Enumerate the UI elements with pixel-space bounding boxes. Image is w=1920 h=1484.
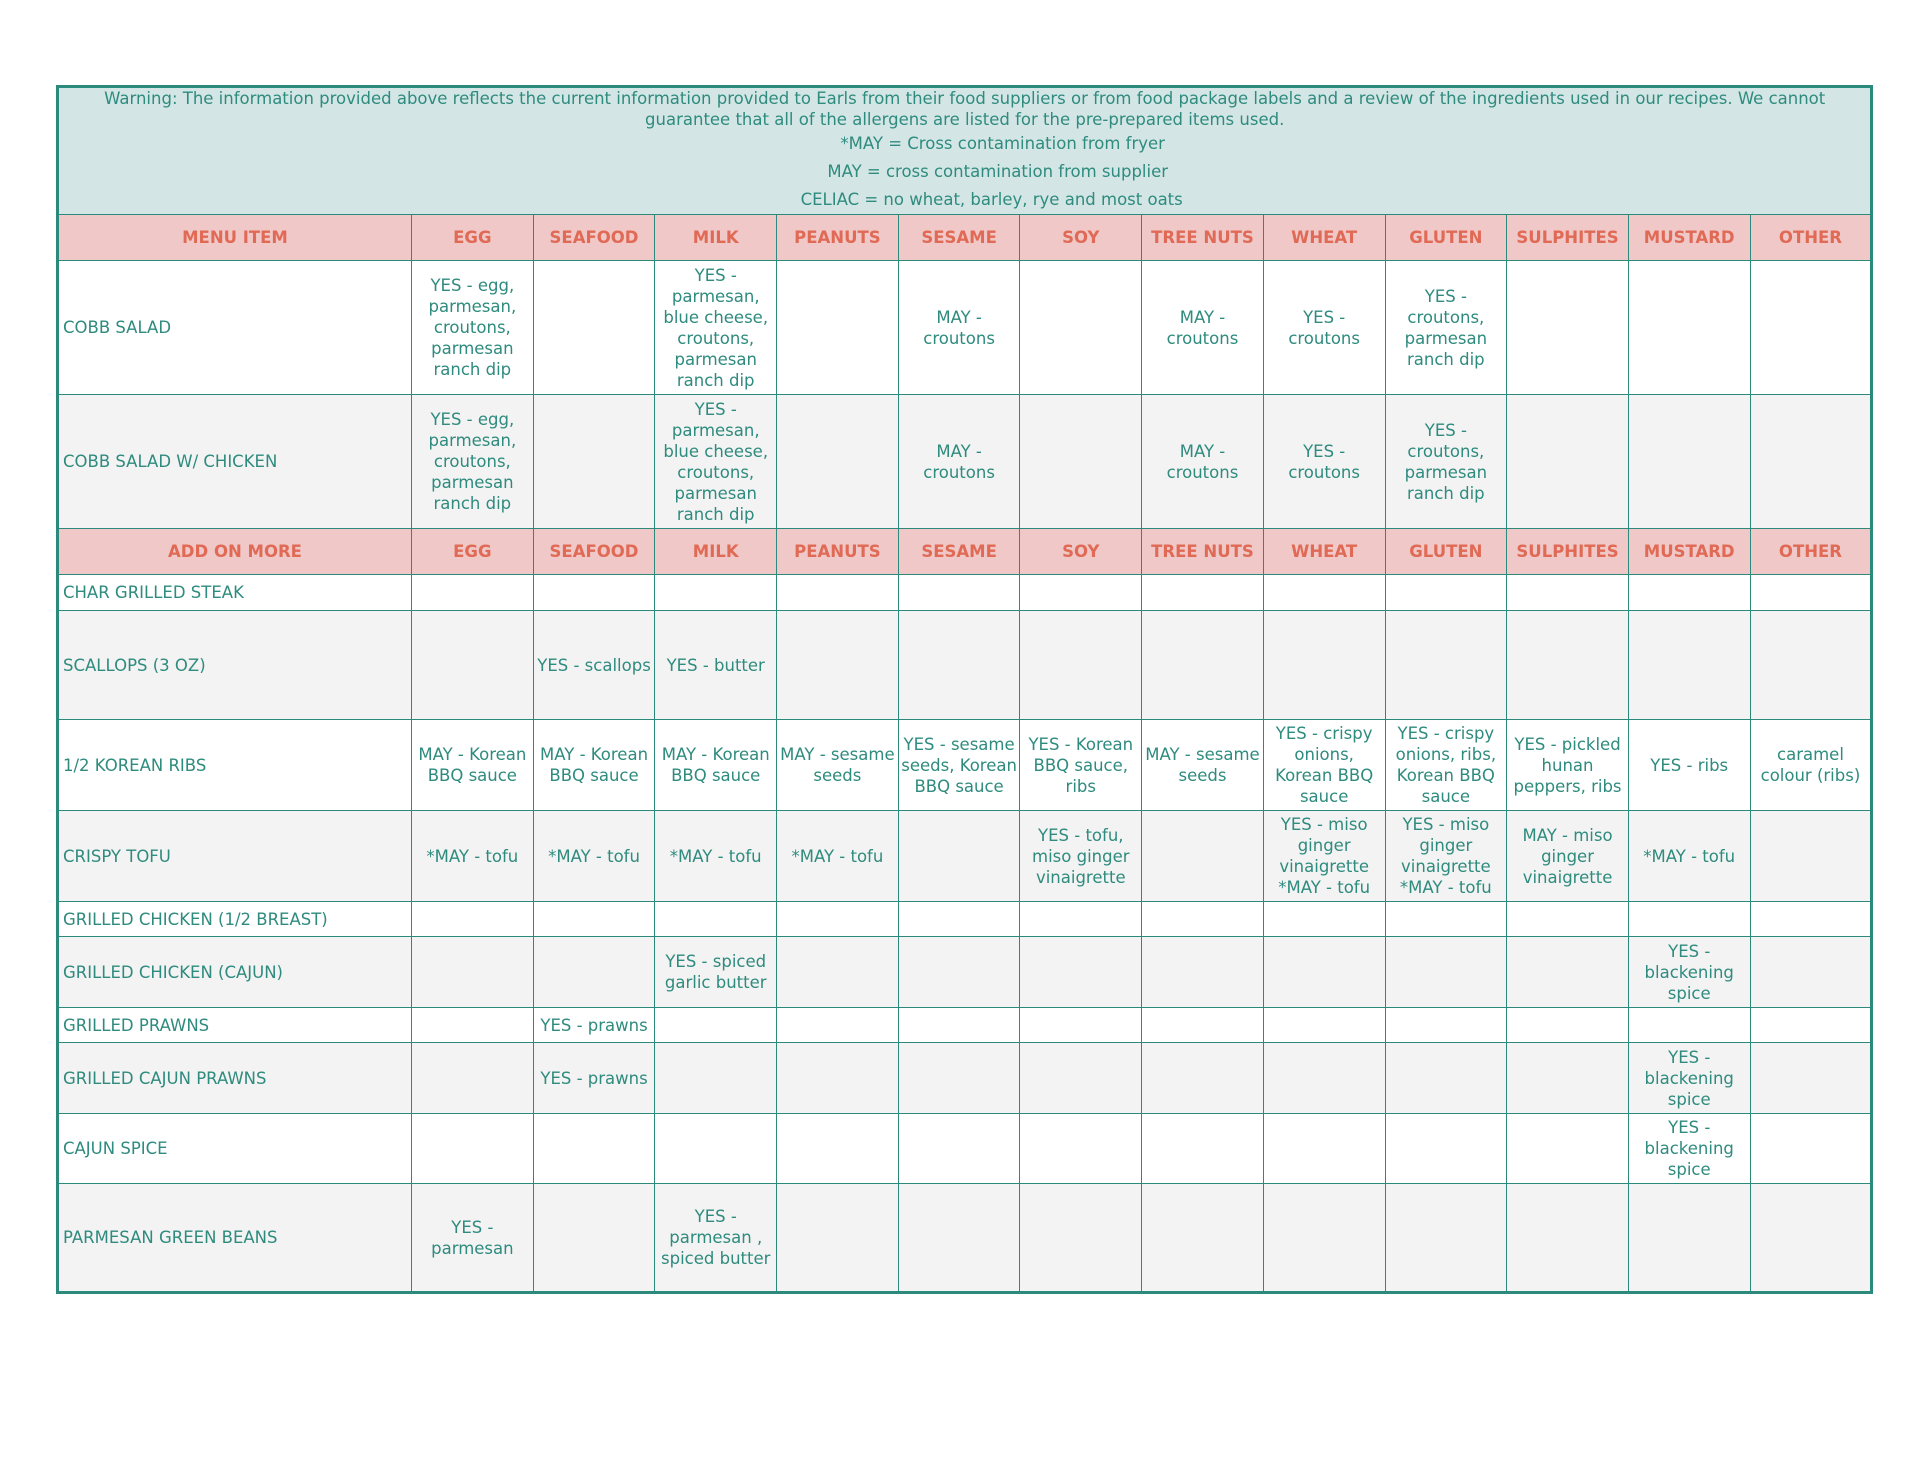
table-row (58, 575, 1872, 611)
allergen-cell (655, 1043, 777, 1114)
allergen-cell (1020, 720, 1142, 811)
allergen-cell (533, 937, 655, 1008)
allergen-cell (1263, 720, 1385, 811)
allergen-cell (533, 1184, 655, 1293)
table-row (58, 395, 1872, 529)
allergen-cell-text: *MAY - tofu (548, 846, 640, 866)
allergen-cell (1385, 611, 1507, 720)
allergen-cell (898, 611, 1020, 720)
allergen-cell (655, 902, 777, 937)
allergen-cell (1142, 261, 1264, 395)
allergen-cell (1507, 611, 1629, 720)
allergen-cell-text: *MAY - tofu (791, 846, 884, 866)
allergen-cell (1142, 1184, 1264, 1293)
menu-item-name: COBB SALAD W/ CHICKEN (58, 395, 412, 529)
allergen-cell (1750, 261, 1872, 395)
allergen-cell (777, 902, 899, 937)
allergen-cell (1385, 1043, 1507, 1114)
menu-item-name: GRILLED CHICKEN (CAJUN) (58, 937, 412, 1008)
allergen-cell (412, 1008, 534, 1043)
allergen-cell (1750, 811, 1872, 902)
allergen-cell (412, 611, 534, 720)
allergen-cell (1507, 937, 1629, 1008)
allergen-cell-text: *MAY - tofu (426, 846, 519, 866)
allergen-cell (1628, 937, 1750, 1008)
table-row (58, 902, 1872, 937)
column-header: MUSTARD (1628, 529, 1750, 575)
allergen-cell (655, 811, 777, 902)
allergen-cell (655, 395, 777, 529)
allergen-cell (1263, 575, 1385, 611)
allergen-cell (1750, 1008, 1872, 1043)
allergen-cell-text: YES - crispy onions, ribs, Korean BBQ sauce (1395, 724, 1497, 806)
allergen-cell (898, 261, 1020, 395)
allergen-cell (1020, 1043, 1142, 1114)
column-header: GLUTEN (1385, 529, 1507, 575)
allergen-cell (1628, 395, 1750, 529)
allergen-cell (1628, 902, 1750, 937)
allergen-cell (412, 1043, 534, 1114)
allergen-cell (655, 1114, 777, 1184)
allergen-cell-text: YES - croutons (1288, 441, 1360, 482)
allergen-cell (533, 575, 655, 611)
column-header: PEANUTS (777, 215, 899, 261)
allergen-cell-text: MAY - Korean BBQ sauce (540, 745, 649, 785)
allergen-cell (1142, 720, 1264, 811)
column-header: SESAME (898, 529, 1020, 575)
allergen-cell (1750, 1114, 1872, 1184)
allergen-cell (777, 261, 899, 395)
column-header: PEANUTS (777, 529, 899, 575)
column-header: TREE NUTS (1142, 529, 1264, 575)
allergen-table (56, 85, 1873, 1294)
allergen-cell (1750, 395, 1872, 529)
allergen-cell-text: YES - croutons, parmesan ranch dip (1404, 286, 1488, 369)
allergen-cell (1507, 720, 1629, 811)
column-header: SULPHITES (1507, 529, 1629, 575)
allergen-cell (898, 395, 1020, 529)
allergen-cell (1750, 902, 1872, 937)
allergen-cell (1385, 1184, 1507, 1293)
allergen-cell (1385, 1008, 1507, 1043)
allergen-cell (1507, 261, 1629, 395)
allergen-cell-text: YES - ribs (1650, 755, 1729, 775)
allergen-cell (1020, 937, 1142, 1008)
allergen-cell (533, 611, 655, 720)
column-header: WHEAT (1263, 215, 1385, 261)
allergen-cell (412, 395, 534, 529)
allergen-cell-text: caramel colour (ribs) (1760, 745, 1861, 785)
allergen-cell (898, 1184, 1020, 1293)
allergen-cell (1020, 395, 1142, 529)
allergen-cell (1628, 1043, 1750, 1114)
column-header: SESAME (898, 215, 1020, 261)
allergen-cell (1750, 1184, 1872, 1293)
allergen-cell (1628, 1184, 1750, 1293)
allergen-cell (898, 575, 1020, 611)
allergen-cell-text: MAY - croutons (1166, 307, 1239, 348)
allergen-cell (1142, 1114, 1264, 1184)
allergen-cell (1628, 575, 1750, 611)
allergen-cell (1750, 1043, 1872, 1114)
legend-fryer: *MAY = Cross contamination from fryer (840, 134, 1165, 153)
allergen-cell (1263, 1114, 1385, 1184)
legend (61, 130, 1868, 214)
allergen-cell-text: YES - blackening spice (1644, 941, 1734, 1003)
allergen-cell (898, 811, 1020, 902)
allergen-cell (1263, 395, 1385, 529)
section-header-label: MENU ITEM (58, 215, 412, 261)
allergen-cell (412, 811, 534, 902)
allergen-cell (1020, 811, 1142, 902)
allergen-cell (1750, 575, 1872, 611)
allergen-cell-text: YES - parmesan, blue cheese, croutons, parmesan ranch dip (663, 399, 769, 524)
allergen-cell (1263, 1043, 1385, 1114)
allergen-cell (1628, 720, 1750, 811)
allergen-cell (1628, 1114, 1750, 1184)
allergen-cell (1507, 1008, 1629, 1043)
allergen-cell-text: MAY - Korean BBQ sauce (661, 745, 770, 785)
table-row (58, 811, 1872, 902)
allergen-cell (1750, 937, 1872, 1008)
allergen-cell (1020, 575, 1142, 611)
allergen-cell (412, 1184, 534, 1293)
allergen-cell (655, 575, 777, 611)
column-header: OTHER (1750, 529, 1872, 575)
allergen-cell (412, 261, 534, 395)
allergen-cell (1385, 1114, 1507, 1184)
allergen-cell-text: YES - pickled hunan peppers, ribs (1513, 734, 1622, 796)
allergen-cell (655, 1184, 777, 1293)
legend-celiac: CELIAC = no wheat, barley, rye and most oats (800, 190, 1183, 209)
allergen-cell (777, 1114, 899, 1184)
allergen-cell (533, 902, 655, 937)
allergen-cell-text: YES - blackening spice (1644, 1047, 1734, 1109)
allergen-cell (898, 937, 1020, 1008)
allergen-cell (533, 811, 655, 902)
allergen-cell-text: MAY - sesame seeds (780, 745, 895, 785)
table-row (58, 720, 1872, 811)
menu-item-name: GRILLED CHICKEN (1/2 BREAST) (58, 902, 412, 937)
allergen-cell (1628, 261, 1750, 395)
allergen-cell (898, 902, 1020, 937)
allergen-cell-text: YES - croutons, parmesan ranch dip (1404, 420, 1488, 503)
allergen-cell (1142, 902, 1264, 937)
allergen-cell (1385, 395, 1507, 529)
allergen-cell (1385, 937, 1507, 1008)
column-header: MUSTARD (1628, 215, 1750, 261)
allergen-cell (1263, 811, 1385, 902)
allergen-cell (533, 1114, 655, 1184)
allergen-cell (1628, 811, 1750, 902)
warning-cell (58, 87, 1872, 215)
column-header: WHEAT (1263, 529, 1385, 575)
allergen-cell (1750, 611, 1872, 720)
allergen-cell (1142, 1008, 1264, 1043)
allergen-cell (898, 1008, 1020, 1043)
allergen-cell-text: YES - tofu, miso ginger vinaigrette (1032, 825, 1130, 887)
allergen-cell (1507, 1184, 1629, 1293)
allergen-cell (1142, 1043, 1264, 1114)
table-row (58, 937, 1872, 1008)
allergen-cell-text: YES - miso ginger vinaigrette *MAY - tofu (1399, 815, 1492, 897)
menu-item-name: GRILLED PRAWNS (58, 1008, 412, 1043)
allergen-cell (412, 902, 534, 937)
allergen-cell (1142, 811, 1264, 902)
allergen-cell (1628, 1008, 1750, 1043)
table-row (58, 1184, 1872, 1293)
allergen-cell (898, 720, 1020, 811)
allergen-cell (1020, 611, 1142, 720)
allergen-cell (898, 1114, 1020, 1184)
allergen-cell (412, 937, 534, 1008)
allergen-cell-text: MAY - miso ginger vinaigrette (1522, 825, 1613, 887)
allergen-cell-text: YES - crispy onions, Korean BBQ sauce (1275, 724, 1374, 806)
menu-item-name: 1/2 KOREAN RIBS (58, 720, 412, 811)
allergen-cell (1628, 611, 1750, 720)
allergen-cell (1263, 611, 1385, 720)
allergen-cell (777, 1043, 899, 1114)
allergen-cell (777, 395, 899, 529)
allergen-cell (1507, 575, 1629, 611)
allergen-cell (1507, 395, 1629, 529)
allergen-cell-text: YES - blackening spice (1644, 1118, 1734, 1179)
allergen-cell (655, 611, 777, 720)
column-header: GLUTEN (1385, 215, 1507, 261)
allergen-cell (533, 720, 655, 811)
allergen-cell (777, 611, 899, 720)
allergen-cell-text: YES - butter (666, 655, 765, 675)
allergen-cell-text: YES - parmesan , spiced butter (661, 1207, 771, 1268)
allergen-cell (777, 811, 899, 902)
allergen-cell-text: YES - croutons (1288, 307, 1360, 348)
allergen-cell (1385, 575, 1507, 611)
allergen-cell-text: YES - prawns (540, 1068, 648, 1088)
allergen-cell-text: MAY - croutons (923, 441, 995, 482)
allergen-cell (1263, 1008, 1385, 1043)
allergen-cell-text: MAY - Korean BBQ sauce (418, 745, 527, 785)
warning-text: Warning: The information provided above reflects the current information provided to Earls from their food suppliers or from food package labels and a review of the ingredients used in our recipes. We cannot guarantee that all of the allergens are listed for the pre-prepared items used. (104, 89, 1826, 129)
allergen-cell-text: YES - sesame seeds, Korean BBQ sauce (901, 734, 1017, 796)
allergen-cell-text: MAY - croutons (1166, 441, 1239, 482)
allergen-cell-text: YES - miso ginger vinaigrette *MAY - tofu (1278, 815, 1371, 897)
menu-item-name: CAJUN SPICE (58, 1114, 412, 1184)
column-header: SOY (1020, 529, 1142, 575)
allergen-cell (1385, 720, 1507, 811)
allergen-cell (1142, 611, 1264, 720)
allergen-cell-text: *MAY - tofu (1643, 846, 1736, 866)
allergen-cell (898, 1043, 1020, 1114)
allergen-cell-text: YES - parmesan (431, 1217, 514, 1258)
allergen-cell (655, 261, 777, 395)
allergen-cell-text: YES - scallops (537, 655, 651, 675)
table-row (58, 1043, 1872, 1114)
legend-supplier: MAY = cross contamination from supplier (827, 162, 1169, 181)
column-header: MILK (655, 215, 777, 261)
column-header: EGG (412, 529, 534, 575)
section-header-row (58, 215, 1872, 261)
menu-item-name: PARMESAN GREEN BEANS (58, 1184, 412, 1293)
column-header: SULPHITES (1507, 215, 1629, 261)
allergen-cell-text: YES - egg, parmesan, croutons, parmesan ranch dip (428, 410, 517, 513)
allergen-cell (1507, 1114, 1629, 1184)
allergen-cell (1507, 1043, 1629, 1114)
section-header-label: ADD ON MORE (58, 529, 412, 575)
menu-item-name: COBB SALAD (58, 261, 412, 395)
column-header: SEAFOOD (533, 529, 655, 575)
allergen-cell (1020, 1184, 1142, 1293)
menu-item-name: GRILLED CAJUN PRAWNS (58, 1043, 412, 1114)
allergen-cell (777, 1008, 899, 1043)
allergen-cell (1142, 575, 1264, 611)
table-row (58, 1114, 1872, 1184)
column-header: SOY (1020, 215, 1142, 261)
allergen-cell (412, 575, 534, 611)
allergen-cell (777, 1184, 899, 1293)
allergen-cell (655, 1008, 777, 1043)
column-header: OTHER (1750, 215, 1872, 261)
menu-item-name: CHAR GRILLED STEAK (58, 575, 412, 611)
allergen-cell-text: YES - spiced garlic butter (664, 952, 767, 992)
allergen-cell (1507, 902, 1629, 937)
column-header: SEAFOOD (533, 215, 655, 261)
column-header: MILK (655, 529, 777, 575)
allergen-cell (1385, 261, 1507, 395)
allergen-cell (412, 1114, 534, 1184)
allergen-cell-text: YES - Korean BBQ sauce, ribs (1028, 734, 1134, 796)
allergen-cell-text: MAY - sesame seeds (1145, 745, 1260, 785)
allergen-cell (1750, 720, 1872, 811)
allergen-cell (1263, 937, 1385, 1008)
allergen-cell (1142, 937, 1264, 1008)
allergen-cell (777, 937, 899, 1008)
column-header: TREE NUTS (1142, 215, 1264, 261)
allergen-cell-text: *MAY - tofu (669, 846, 762, 866)
allergen-cell (1385, 902, 1507, 937)
allergen-cell (1385, 811, 1507, 902)
table-row (58, 261, 1872, 395)
warning-row (58, 87, 1872, 215)
allergen-cell-text: YES - prawns (540, 1015, 648, 1035)
allergen-cell (1020, 902, 1142, 937)
allergen-cell (655, 937, 777, 1008)
allergen-cell-text: MAY - croutons (923, 307, 995, 348)
allergen-cell (655, 720, 777, 811)
allergen-cell (1507, 811, 1629, 902)
table-row (58, 611, 1872, 720)
allergen-cell (412, 720, 534, 811)
allergen-cell (533, 1043, 655, 1114)
allergen-cell (777, 720, 899, 811)
allergen-cell (1142, 395, 1264, 529)
allergen-cell (777, 575, 899, 611)
table-row (58, 1008, 1872, 1043)
menu-item-name: CRISPY TOFU (58, 811, 412, 902)
allergen-cell (1263, 902, 1385, 937)
allergen-cell (1263, 1184, 1385, 1293)
allergen-cell (533, 261, 655, 395)
section-header-row (58, 529, 1872, 575)
allergen-cell (533, 395, 655, 529)
allergen-cell (1020, 1008, 1142, 1043)
menu-item-name: SCALLOPS (3 OZ) (58, 611, 412, 720)
allergen-cell (1020, 1114, 1142, 1184)
allergen-cell-text: YES - egg, parmesan, croutons, parmesan ranch dip (428, 276, 517, 379)
allergen-cell (1263, 261, 1385, 395)
allergen-cell (533, 1008, 655, 1043)
allergen-cell-text: YES - parmesan, blue cheese, croutons, parmesan ranch dip (663, 265, 769, 390)
allergen-cell (1020, 261, 1142, 395)
column-header: EGG (412, 215, 534, 261)
